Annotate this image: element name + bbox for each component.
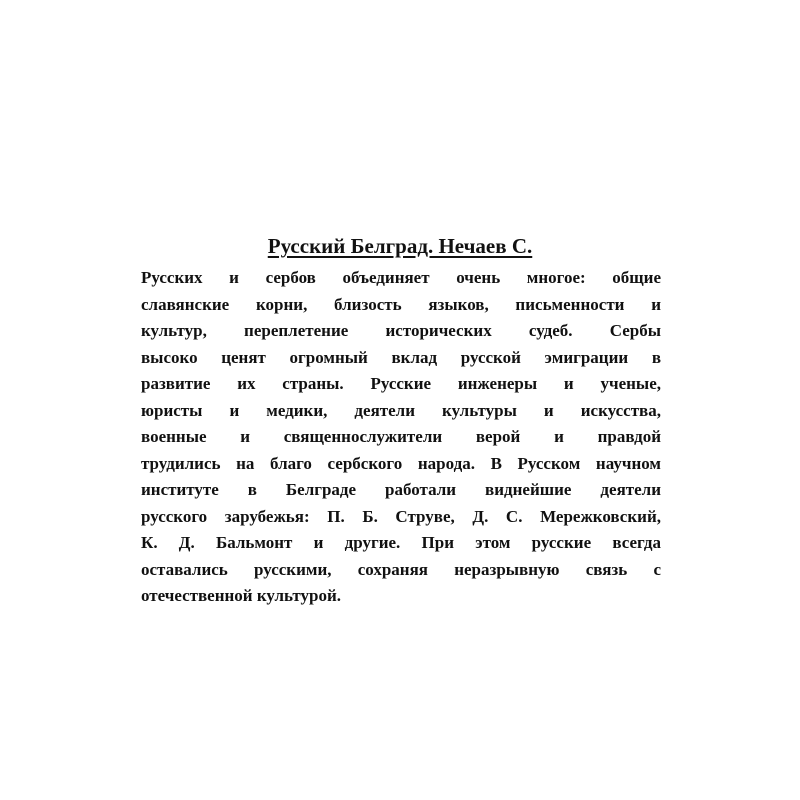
paragraph-line: юристы и медики, деятели культуры и искусства, xyxy=(141,400,661,420)
paragraph-line: оставались русскими, сохраняя неразрывную связь с xyxy=(141,559,661,579)
paragraph-line: высоко ценят огромный вклад русской эмиграции в xyxy=(141,347,661,367)
paragraph-line: русского зарубежья: П. Б. Струве, Д. С. Мережковский, xyxy=(141,506,661,526)
paragraph-line: К. Д. Бальмонт и другие. При этом русские всегда xyxy=(141,533,661,552)
document-title: Русский Белград. Нечаев С. xyxy=(267,234,533,258)
paragraph-line: славянские корни, близость языков, письменности и xyxy=(141,294,661,314)
paragraph-line: Русских и сербов объединяет очень многое: общие xyxy=(141,268,661,287)
paragraph-line: военные и священнослужители верой и правдой xyxy=(141,427,661,446)
paragraph-line: культур, переплетение исторических судеб. Сербы xyxy=(141,321,661,340)
document-paragraph xyxy=(141,265,661,610)
paragraph-line: институте в Белграде работали виднейшие деятели xyxy=(141,480,661,499)
paragraph-line: трудились на благо сербского народа. В Русском научном xyxy=(141,453,661,473)
paragraph-line: отечественной культурой. xyxy=(141,586,341,605)
paragraph-line: развитие их страны. Русские инженеры и ученые, xyxy=(141,374,661,393)
